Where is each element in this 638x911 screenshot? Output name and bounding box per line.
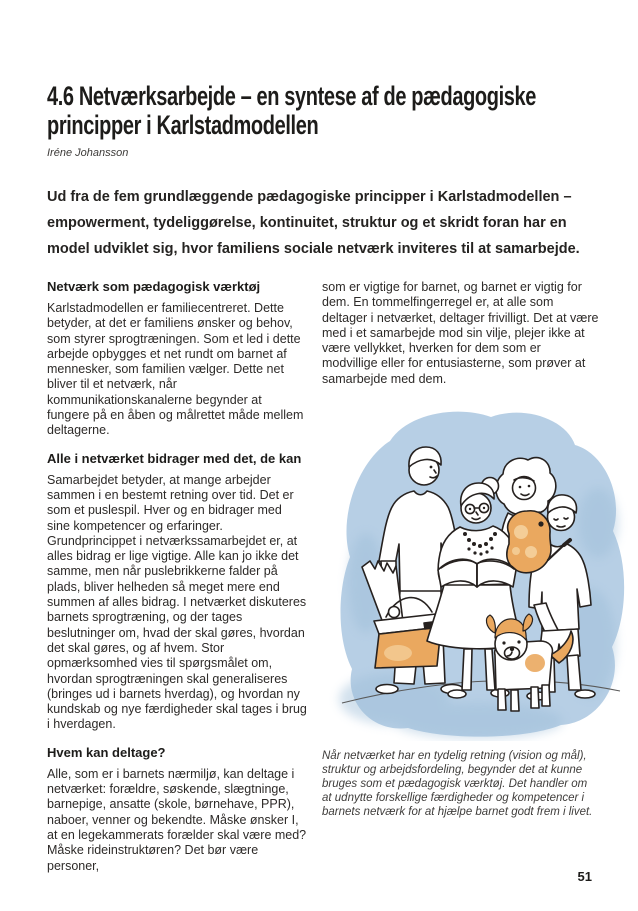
title-line-2: principper i Karlstadmodellen — [47, 110, 319, 140]
section-heading-network-tool: Netværk som pædagogisk værktøj — [47, 279, 261, 294]
continuation-paragraph: som er vigtige for barnet, og barnet er vigtig for dem. En tommelfingerregel er, at alle som deltager i netværket, deltager frivilligt. Det at være med i et samarbejde mod sin vilje, plejer ikke at være vellykket, hverken for dem som er modvillige eller for entusiasterne, som prøver at samarbejde med dem. — [322, 280, 599, 386]
section-heading-everyone-contributes: Alle i netværket bidrager med det, de kan — [47, 450, 302, 466]
section-paragraph-who-can-join: Alle, som er i barnets nærmiljø, kan deltage i netværket: forældre, søskende, slægtninge, barnepige, ansatte (skole, børnehave, PPR), naboer, venner og bekendte. Måske ønsker I, at en legekammerats forælder skal være med? Måske rideinstruktøren? Det bør være personer, — [47, 766, 307, 873]
illustration-caption: Når netværket har en tydelig retning (vision og mål), struktur og arbejdsfordeling, begynder det at kunne bruges som et pædagogisk værktøj. Det handler om at udnytte forskellige færdigheder og kompetencer i barnets netværk for at hjælpe barnet godt frem i livet. — [322, 750, 593, 818]
title-line-1: 4.6 Netværksarbejde – en syntese af de pædagogiske — [47, 81, 537, 111]
open-book-icon — [438, 559, 516, 587]
two-column-body — [47, 278, 599, 874]
intro-line-1: Ud fra de fem grundlæggende pædagogiske principper i Karlstadmodellen – — [47, 189, 572, 205]
article-author: Iréne Johansson — [47, 147, 129, 159]
page-number: 51 — [577, 869, 592, 884]
illustration-figure — [322, 403, 599, 820]
family-network-illustration — [328, 403, 628, 741]
intro-line-3: model udviklet sig, hvor familiens sociale netværk inviteres til at samarbejde. — [47, 241, 580, 257]
article-intro — [47, 184, 599, 262]
right-column — [322, 278, 599, 874]
article-header — [47, 82, 599, 262]
section-heading-who-can-join: Hvem kan deltage? — [47, 744, 166, 760]
section-paragraph-everyone-contributes: Samarbejdet betyder, at mange arbejder sammen i en bestemt retning over tid. Det er som et puslespil. Hver og en bidrager med sine kompetencer og erfaringer. Grundprincippet i netværkssamarbejdet er, at alles bidrag er lige vigtige. Alle kan jo ikke det samme, men når puslebrikkerne falder på plads, bliver helheden så meget mere end summen af alles bidrag. I netværket diskuteres barnets sprogtræning, og der tages beslutninger om, hvad der skal gøres, hvordan det skal gøres, og af hvem. Stor opmærksomhed vies til spørgsmålet om, hvordan sprogtræningen skal generaliseres (bringes ud i barnets hverdag), og hvordan ny kundskab og nye færdigheder skal tages i brug i hverdagen. — [47, 472, 307, 732]
intro-line-2: empowerment, tydeliggørelse, kontinuitet, struktur og et skridt foran har en — [47, 215, 567, 231]
section-paragraph-network-tool: Karlstadmodellen er familiecentreret. Dette betyder, at det er familiens ønsker og behov, som styrer sprogtræningen. Som et led i dette arbejde opbygges et net rundt om barnet af mennesker, som familien vælger. Dette net bliver til et netværk, når kommunikationskanalerne begynder at fungere på en åben og målrettet måde mellem deltagerne. — [47, 301, 304, 438]
left-column — [47, 278, 307, 874]
article-title — [47, 82, 603, 140]
